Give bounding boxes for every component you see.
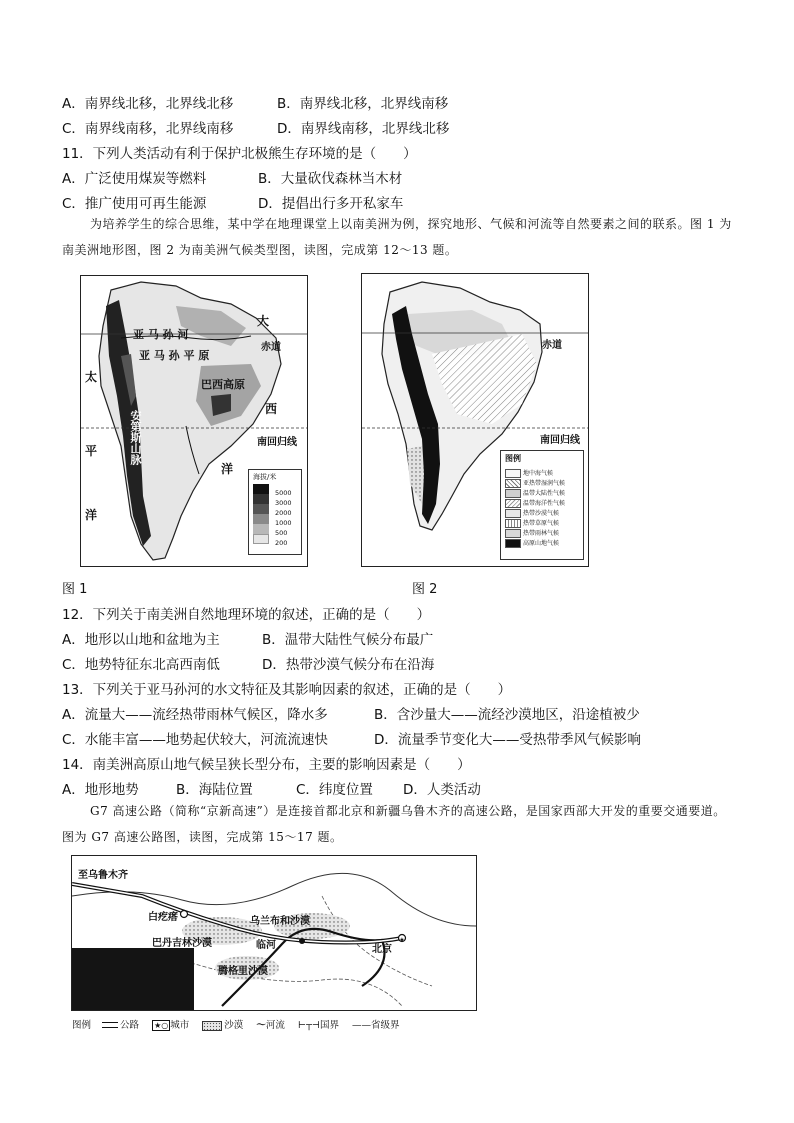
intro-15-17: G7 高速公路（简称“京新高速”）是连接首都北京和新疆乌鲁木齐的高速公路，是国家西部大开发的重要交通要道。图为 G7 高速公路图，读图，完成第 15～17 题。: [62, 804, 726, 844]
fig2-label-tropic: 南回归线: [540, 435, 580, 446]
fig1-legend-swatch-1: [253, 484, 269, 494]
g7-legend-road: 公路: [120, 1020, 140, 1031]
fig1-label-xi: 西: [265, 402, 278, 416]
fig1-legend-value-4: 500: [275, 529, 288, 537]
fig2-legend-item-4: 热带沙漠气候: [523, 510, 560, 517]
q13-option-d: D．流量季节变化大——受热带季风气候影响: [374, 732, 641, 748]
q13-stem: 13．下列关于亚马孙河的水文特征及其影响因素的叙述，正确的是（ ）: [62, 682, 512, 698]
g7-legend-border: 国界: [319, 1020, 339, 1031]
border-legend-icon: ⊢┬⊣: [297, 1020, 320, 1031]
fig1-label-da: 大: [257, 314, 270, 328]
g7-legend-title: 图例: [72, 1020, 92, 1031]
fig2-legend-title: 图例: [505, 454, 521, 463]
fig1-label-tropic: 南回归线: [257, 437, 297, 448]
fig1-legend-swatch-4: [253, 514, 269, 524]
q11-stem: 11．下列人类活动有利于保护北极熊生存环境的是（ ）: [62, 146, 417, 162]
fig2-climate-legend: [500, 450, 584, 560]
g7-legend-desert: 沙漠: [224, 1020, 244, 1031]
fig1-caption: 图 1: [62, 582, 88, 597]
q11-option-a: A．广泛使用煤炭等燃料: [62, 171, 207, 187]
q12-stem: 12．下列关于南美洲自然地理环境的叙述，正确的是（ ）: [62, 607, 431, 623]
fig2-legend-item-2: 温带大陆性气候: [523, 490, 566, 497]
figure-1-terrain-map: [80, 275, 308, 567]
g7-label-ulanbuh: 乌兰布和沙漠: [250, 916, 310, 927]
fig2-legend-swatch-4: [505, 509, 521, 518]
city-legend-icon: ★○: [154, 1021, 169, 1030]
fig2-legend-swatch-7: [505, 539, 521, 548]
fig2-legend-item-3: 温带海洋性气候: [523, 500, 566, 507]
g7-legend-city: 城市: [170, 1020, 190, 1031]
g7-legend-province: 省级界: [371, 1020, 400, 1031]
fig2-legend-item-6: 热带雨林气候: [523, 530, 560, 537]
fig1-label-amazon-plain: 亚 马 孙 平 原: [139, 349, 210, 362]
fig1-label-equator: 赤道: [261, 342, 281, 353]
fig1-label-brazil-plateau: 巴西高原: [201, 378, 245, 391]
fig1-label-yang2: 洋: [85, 508, 98, 522]
fig1-legend-value-0: 5000: [275, 489, 292, 497]
fig1-legend-swatch-6: [253, 534, 269, 544]
q11-option-c: C．推广使用可再生能源: [62, 196, 207, 212]
q10-option-d: D．南界线南移，北界线北移: [277, 121, 450, 137]
fig1-elevation-legend: [248, 469, 302, 555]
desert-legend-icon: [202, 1021, 222, 1031]
q10-option-b: B．南界线北移，北界线南移: [277, 96, 449, 112]
fig1-legend-value-3: 1000: [275, 519, 292, 527]
g7-legend-river: 河流: [265, 1020, 285, 1031]
g7-label-badain: 巴丹吉林沙漠: [152, 938, 212, 949]
g7-label-to-urumqi: 至乌鲁木齐: [78, 870, 128, 881]
q14-stem: 14．南美洲高原山地气候呈狭长型分布，主要的影响因素是（ ）: [62, 757, 471, 773]
fig1-legend-swatch-5: [253, 524, 269, 534]
fig1-legend-swatch-2: [253, 494, 269, 504]
fig1-label-tai: 太: [85, 370, 98, 384]
fig2-legend-swatch-2: [505, 489, 521, 498]
fig1-legend-swatch-3: [253, 504, 269, 514]
q14-option-c: C．纬度位置: [296, 782, 373, 798]
fig1-label-andes: 安第斯山脉: [129, 410, 142, 465]
fig2-legend-item-7: 高原山地气候: [523, 540, 560, 547]
g7-label-tengger: 腾格里沙漠: [218, 966, 268, 977]
fig2-legend-swatch-3: [505, 499, 521, 508]
svg-text:★: ★: [399, 936, 405, 944]
road-legend-icon: [102, 1022, 118, 1028]
fig2-legend-swatch-6: [505, 529, 521, 538]
q13-option-a: A．流量大——流经热带雨林气候区，降水多: [62, 707, 328, 723]
g7-map-svg: [72, 856, 476, 1010]
fig2-legend-item-0: 地中海气候: [523, 470, 554, 477]
q13-option-b: B．含沙量大——流经沙漠地区，沿途植被少: [374, 707, 640, 723]
fig1-label-yang1: 洋: [221, 462, 234, 476]
fig1-legend-value-5: 200: [275, 539, 288, 547]
fig2-legend-swatch-1: [505, 479, 521, 488]
fig1-legend-value-1: 3000: [275, 499, 292, 507]
fig2-legend-swatch-5: [505, 519, 521, 528]
q14-option-a: A．地形地势: [62, 782, 139, 798]
fig2-caption: 图 2: [412, 582, 438, 597]
q12-option-a: A．地形以山地和盆地为主: [62, 632, 220, 648]
fig1-legend-title: 海拔/米: [253, 473, 277, 481]
fig1-label-amazon-river: 亚 马 孙 河: [133, 328, 189, 341]
q11-option-b: B．大量砍伐森林当木材: [258, 171, 403, 187]
q14-option-d: D．人类活动: [403, 782, 481, 798]
fig1-legend-value-2: 2000: [275, 509, 292, 517]
province-legend-icon: ——: [352, 1020, 372, 1031]
river-legend-icon: 〜: [256, 1020, 266, 1031]
fig2-legend-item-5: 热带草原气候: [523, 520, 560, 527]
fig2-legend-swatch-0: [505, 469, 521, 478]
q12-option-d: D．热带沙漠气候分布在沿海: [262, 657, 435, 673]
q12-option-c: C．地势特征东北高西南低: [62, 657, 220, 673]
q14-option-b: B．海陆位置: [176, 782, 253, 798]
g7-legend: [72, 1017, 400, 1031]
g7-label-linhe: 临河: [256, 940, 276, 951]
fig2-label-equator: 赤道: [542, 340, 562, 351]
g7-label-beijing: 北京: [372, 944, 392, 955]
q10-option-a: A．南界线北移，北界线北移: [62, 96, 234, 112]
q13-option-c: C．水能丰富——地势起伏较大，河流流速快: [62, 732, 328, 748]
q11-option-d: D．提倡出行多开私家车: [258, 196, 404, 212]
intro-12-13: 为培养学生的综合思维，某中学在地理课堂上以南美洲为例，探究地形、气候和河流等自然要素之间的联系。图 1 为南美洲地形图，图 2 为南美洲气候类型图，读图，完成第 12～13 题。: [62, 217, 732, 257]
fig1-label-ping: 平: [85, 444, 98, 458]
g7-label-baiyan: 白疙瘩: [148, 912, 178, 923]
q12-option-b: B．温带大陆性气候分布最广: [262, 632, 434, 648]
fig2-legend-item-1: 亚热带湿润气候: [523, 480, 566, 487]
g7-highway-map: [71, 855, 477, 1011]
q10-option-c: C．南界线南移，北界线南移: [62, 121, 234, 137]
figure-2-climate-map: [361, 273, 589, 567]
